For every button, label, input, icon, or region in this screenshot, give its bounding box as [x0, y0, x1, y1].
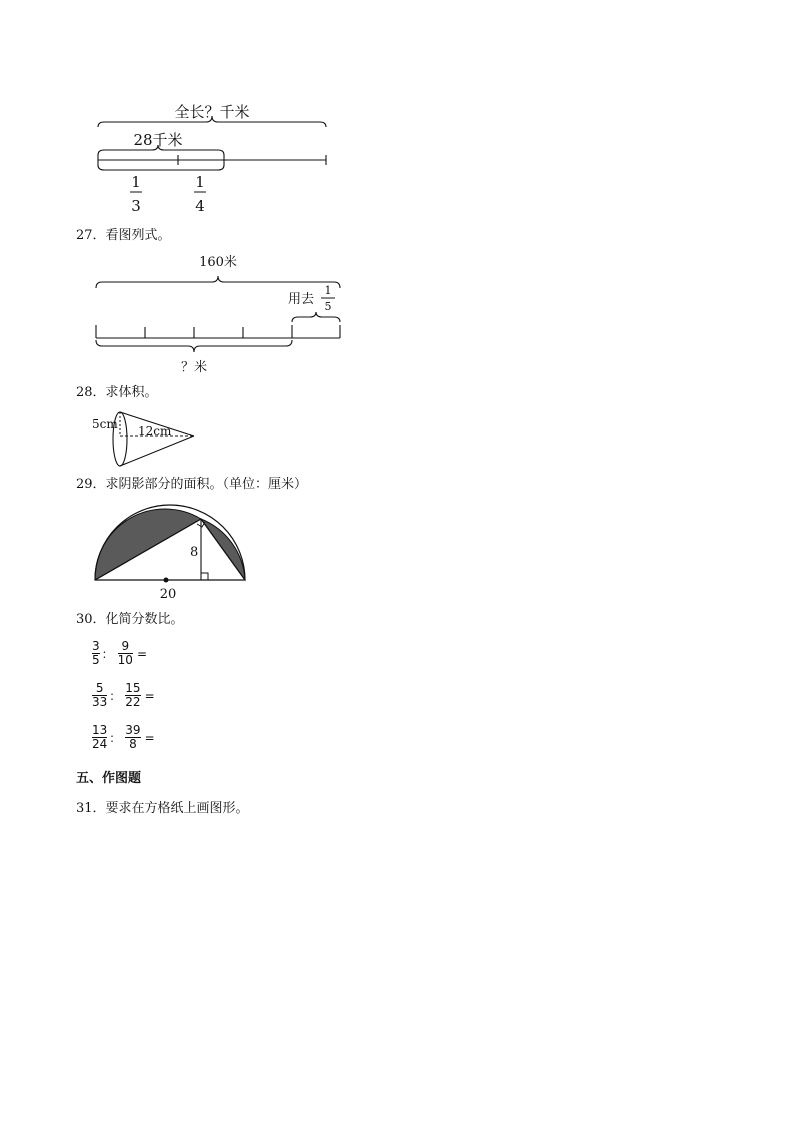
right-angle-mark: [201, 573, 208, 580]
section-title: 五、作图题: [76, 771, 142, 786]
question-31: [76, 801, 249, 817]
question-27: [76, 228, 171, 244]
unknown-brace: [96, 340, 292, 352]
used-frac-den: 5: [324, 300, 332, 313]
height-label: 12cm: [138, 424, 172, 438]
q27-diagram: [88, 250, 348, 378]
frac1-den: 3: [131, 197, 141, 215]
fraction: $\frac{9}{10}$: [117, 639, 133, 667]
frac1-num: 1: [131, 173, 141, 191]
question-number: 28．: [76, 385, 106, 400]
total-label: 全长？千米: [174, 103, 250, 121]
used-brace: [292, 312, 340, 322]
fraction: $\frac{39}{8}$: [125, 723, 141, 751]
q27-svg: [88, 250, 348, 378]
ratio-row-3: [92, 724, 155, 751]
fraction: $\frac{15}{22}$: [125, 681, 141, 709]
question-number: 30．: [76, 612, 106, 627]
question-number: 27．: [76, 228, 106, 243]
frac2-den: 4: [195, 197, 205, 215]
cone-svg: [90, 408, 200, 470]
equals-sign: =: [144, 730, 155, 745]
question-28: [76, 385, 158, 401]
ratio-separator: ：: [109, 731, 122, 745]
used-frac-num: 1: [324, 284, 332, 297]
question-30: [76, 612, 184, 628]
ratio-separator: ：: [101, 647, 114, 661]
question-text: 求阴影部分的面积。（单位：厘米）: [105, 477, 308, 492]
frac2-num: 1: [195, 173, 205, 191]
shade-left: [95, 509, 201, 580]
total-length-diagram: [90, 95, 335, 220]
total-brace: [96, 276, 340, 288]
fraction: $\frac{3}{5}$: [92, 639, 100, 667]
radius-label: 5cm: [92, 417, 118, 431]
question-29: [76, 477, 307, 493]
equals-sign: =: [136, 646, 147, 661]
fraction: $\frac{13}{24}$: [92, 723, 108, 751]
question-number: 29．: [76, 477, 106, 492]
part-label: 28千米: [133, 131, 183, 149]
total-length-svg: [90, 95, 335, 220]
question-number: 31．: [76, 801, 106, 816]
base-label: 20: [159, 587, 177, 602]
equals-sign: =: [144, 688, 155, 703]
ratio-separator: ：: [109, 689, 122, 703]
semicircle-figure: [90, 500, 255, 605]
lower-brace: [98, 165, 224, 170]
question-text: 求体积。: [105, 385, 158, 400]
question-text: 看图列式。: [105, 228, 171, 243]
cone-figure: [90, 408, 200, 470]
center-dot: [164, 578, 169, 583]
ratio-row-2: [92, 682, 155, 709]
fraction: $\frac{5}{33}$: [92, 681, 108, 709]
unknown-label: ？米: [180, 360, 208, 375]
question-text: 要求在方格纸上画图形。: [105, 801, 249, 816]
used-label: 用去: [288, 292, 315, 307]
ratio-row-1: [92, 640, 147, 667]
total-160-label: 160米: [199, 255, 237, 270]
semicircle-svg: [90, 500, 255, 605]
question-text: 化简分数比。: [105, 612, 184, 627]
height-label: 8: [190, 545, 199, 560]
